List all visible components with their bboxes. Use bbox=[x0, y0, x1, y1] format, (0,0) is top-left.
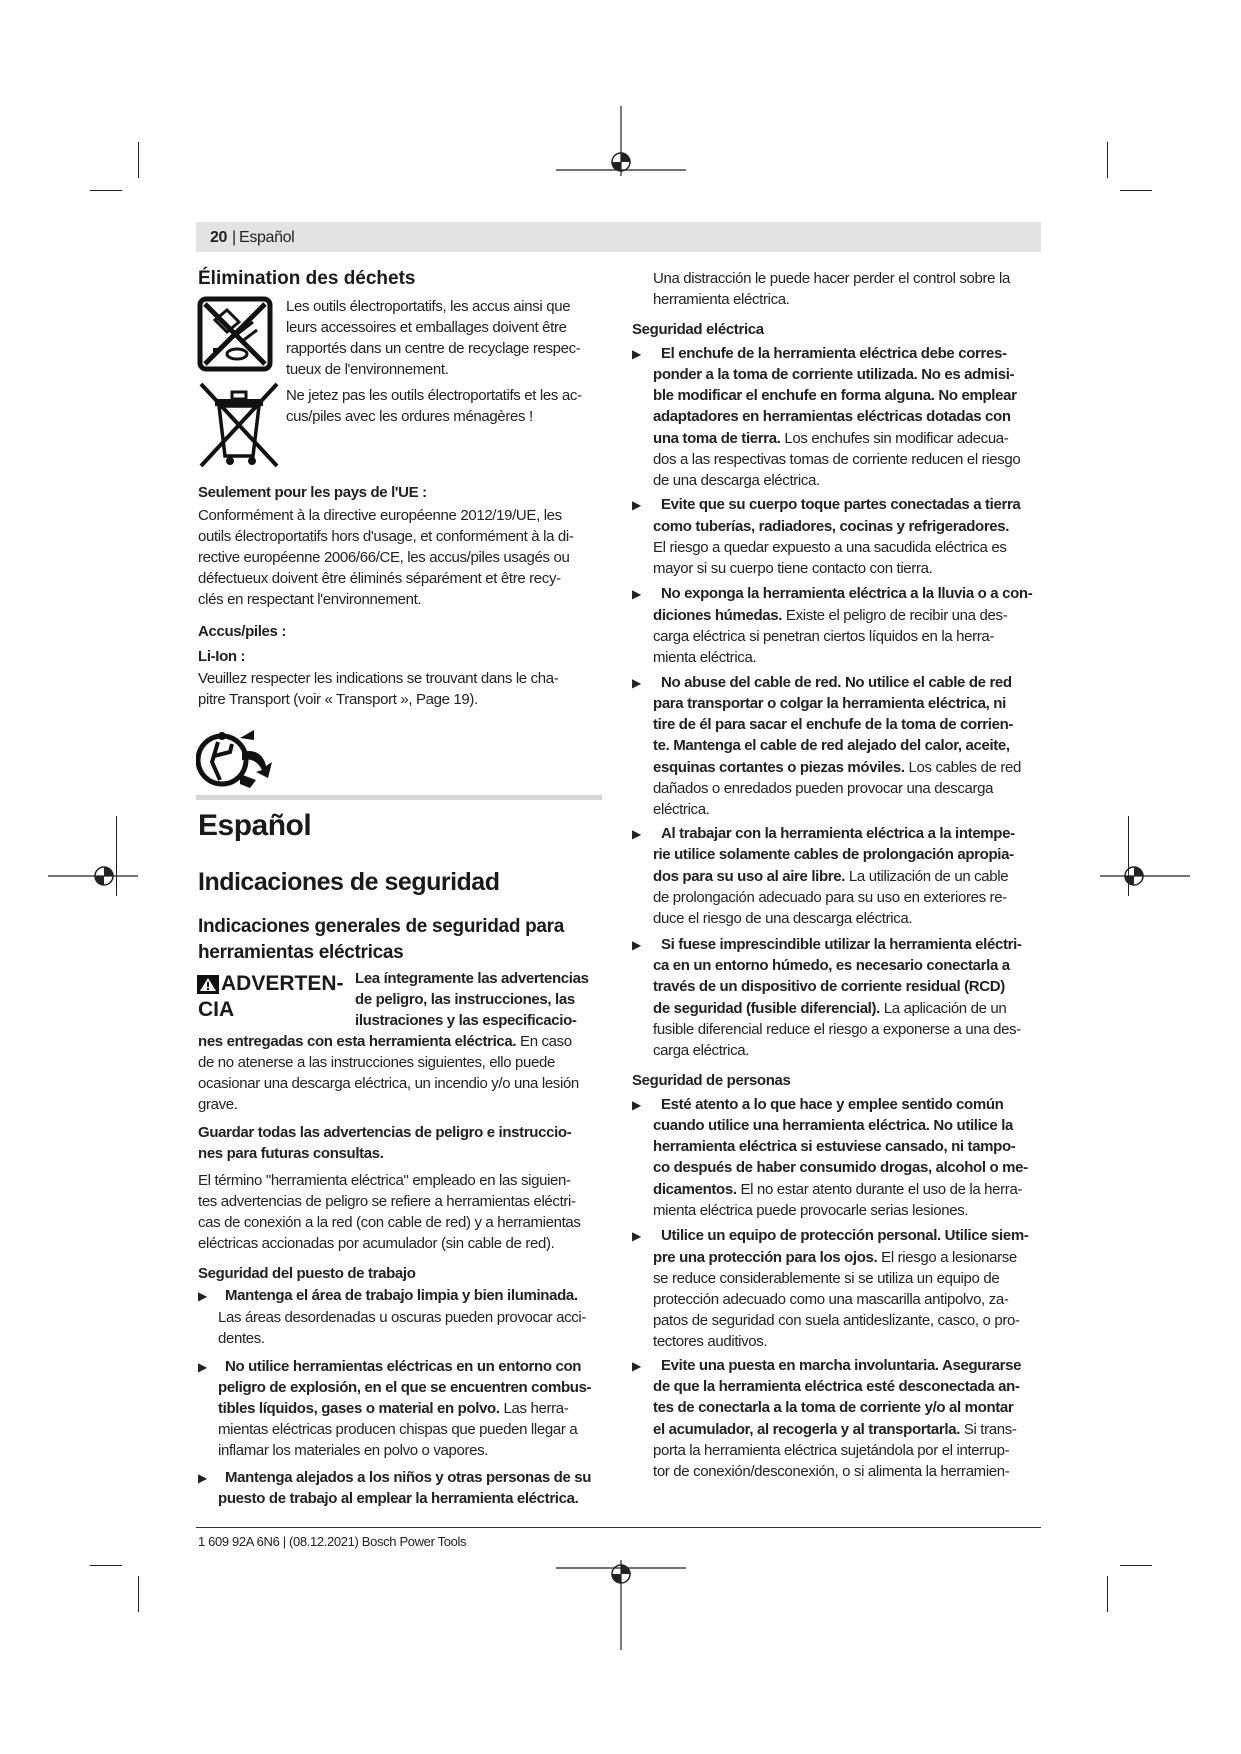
bullet-arrow-icon: ▶ bbox=[632, 827, 642, 841]
bullet-arrow-icon: ▶ bbox=[632, 587, 642, 601]
puesto-title: Seguridad del puesto de trabajo bbox=[198, 1265, 416, 1282]
page-header bbox=[196, 222, 1041, 252]
warning-cont-line: nes entregadas con esta herramienta eléctrica. En caso bbox=[198, 1033, 572, 1050]
bullet-arrow-icon: ▶ bbox=[632, 1098, 642, 1112]
page-footer: 1 609 92A 6N6 | (08.12.2021) Bosch Power Tools bbox=[198, 1534, 467, 1549]
crossed-out-bin-icon bbox=[197, 380, 281, 470]
indicaciones-title: Indicaciones de seguridad bbox=[198, 868, 500, 896]
header-language: Español bbox=[239, 229, 295, 246]
bullet-arrow-icon: ▶ bbox=[198, 1360, 208, 1374]
recycling-triman-icon bbox=[196, 722, 278, 794]
registration-mark-right-icon bbox=[1100, 856, 1190, 896]
accus-title: Accus/piles : bbox=[198, 623, 286, 640]
page-number: 20 bbox=[210, 229, 228, 246]
bullet-arrow-icon: ▶ bbox=[632, 1229, 642, 1243]
warning-label-2: CIA bbox=[198, 998, 235, 1021]
espanol-title: Español bbox=[198, 809, 312, 842]
bullet-arrow-icon: ▶ bbox=[198, 1471, 208, 1485]
registration-mark-top-icon bbox=[556, 106, 686, 186]
bullet-arrow-icon: ▶ bbox=[198, 1289, 208, 1303]
bullet-arrow-icon: ▶ bbox=[632, 676, 642, 690]
footer-rule bbox=[196, 1527, 1041, 1528]
section-divider bbox=[196, 795, 602, 800]
warning-label-1: ADVERTEN- bbox=[221, 972, 344, 995]
registration-mark-bottom-icon bbox=[556, 1560, 686, 1650]
bullet-arrow-icon: ▶ bbox=[632, 498, 642, 512]
bullet-arrow-icon: ▶ bbox=[632, 347, 642, 361]
ue-title: Seulement pour les pays de l'UE : bbox=[198, 484, 427, 501]
personas-title: Seguridad de personas bbox=[632, 1072, 791, 1089]
bullet-arrow-icon: ▶ bbox=[632, 938, 642, 952]
warning-triangle-icon bbox=[197, 975, 219, 994]
electrica-title: Seguridad eléctrica bbox=[632, 321, 764, 338]
elimination-title: Élimination des déchets bbox=[198, 268, 416, 289]
registration-mark-left-icon bbox=[48, 856, 138, 896]
liion-title: Li-Ion : bbox=[198, 648, 246, 665]
bullet-arrow-icon: ▶ bbox=[632, 1359, 642, 1373]
header-separator: | bbox=[232, 229, 236, 246]
no-mixed-disposal-icon bbox=[197, 296, 273, 372]
